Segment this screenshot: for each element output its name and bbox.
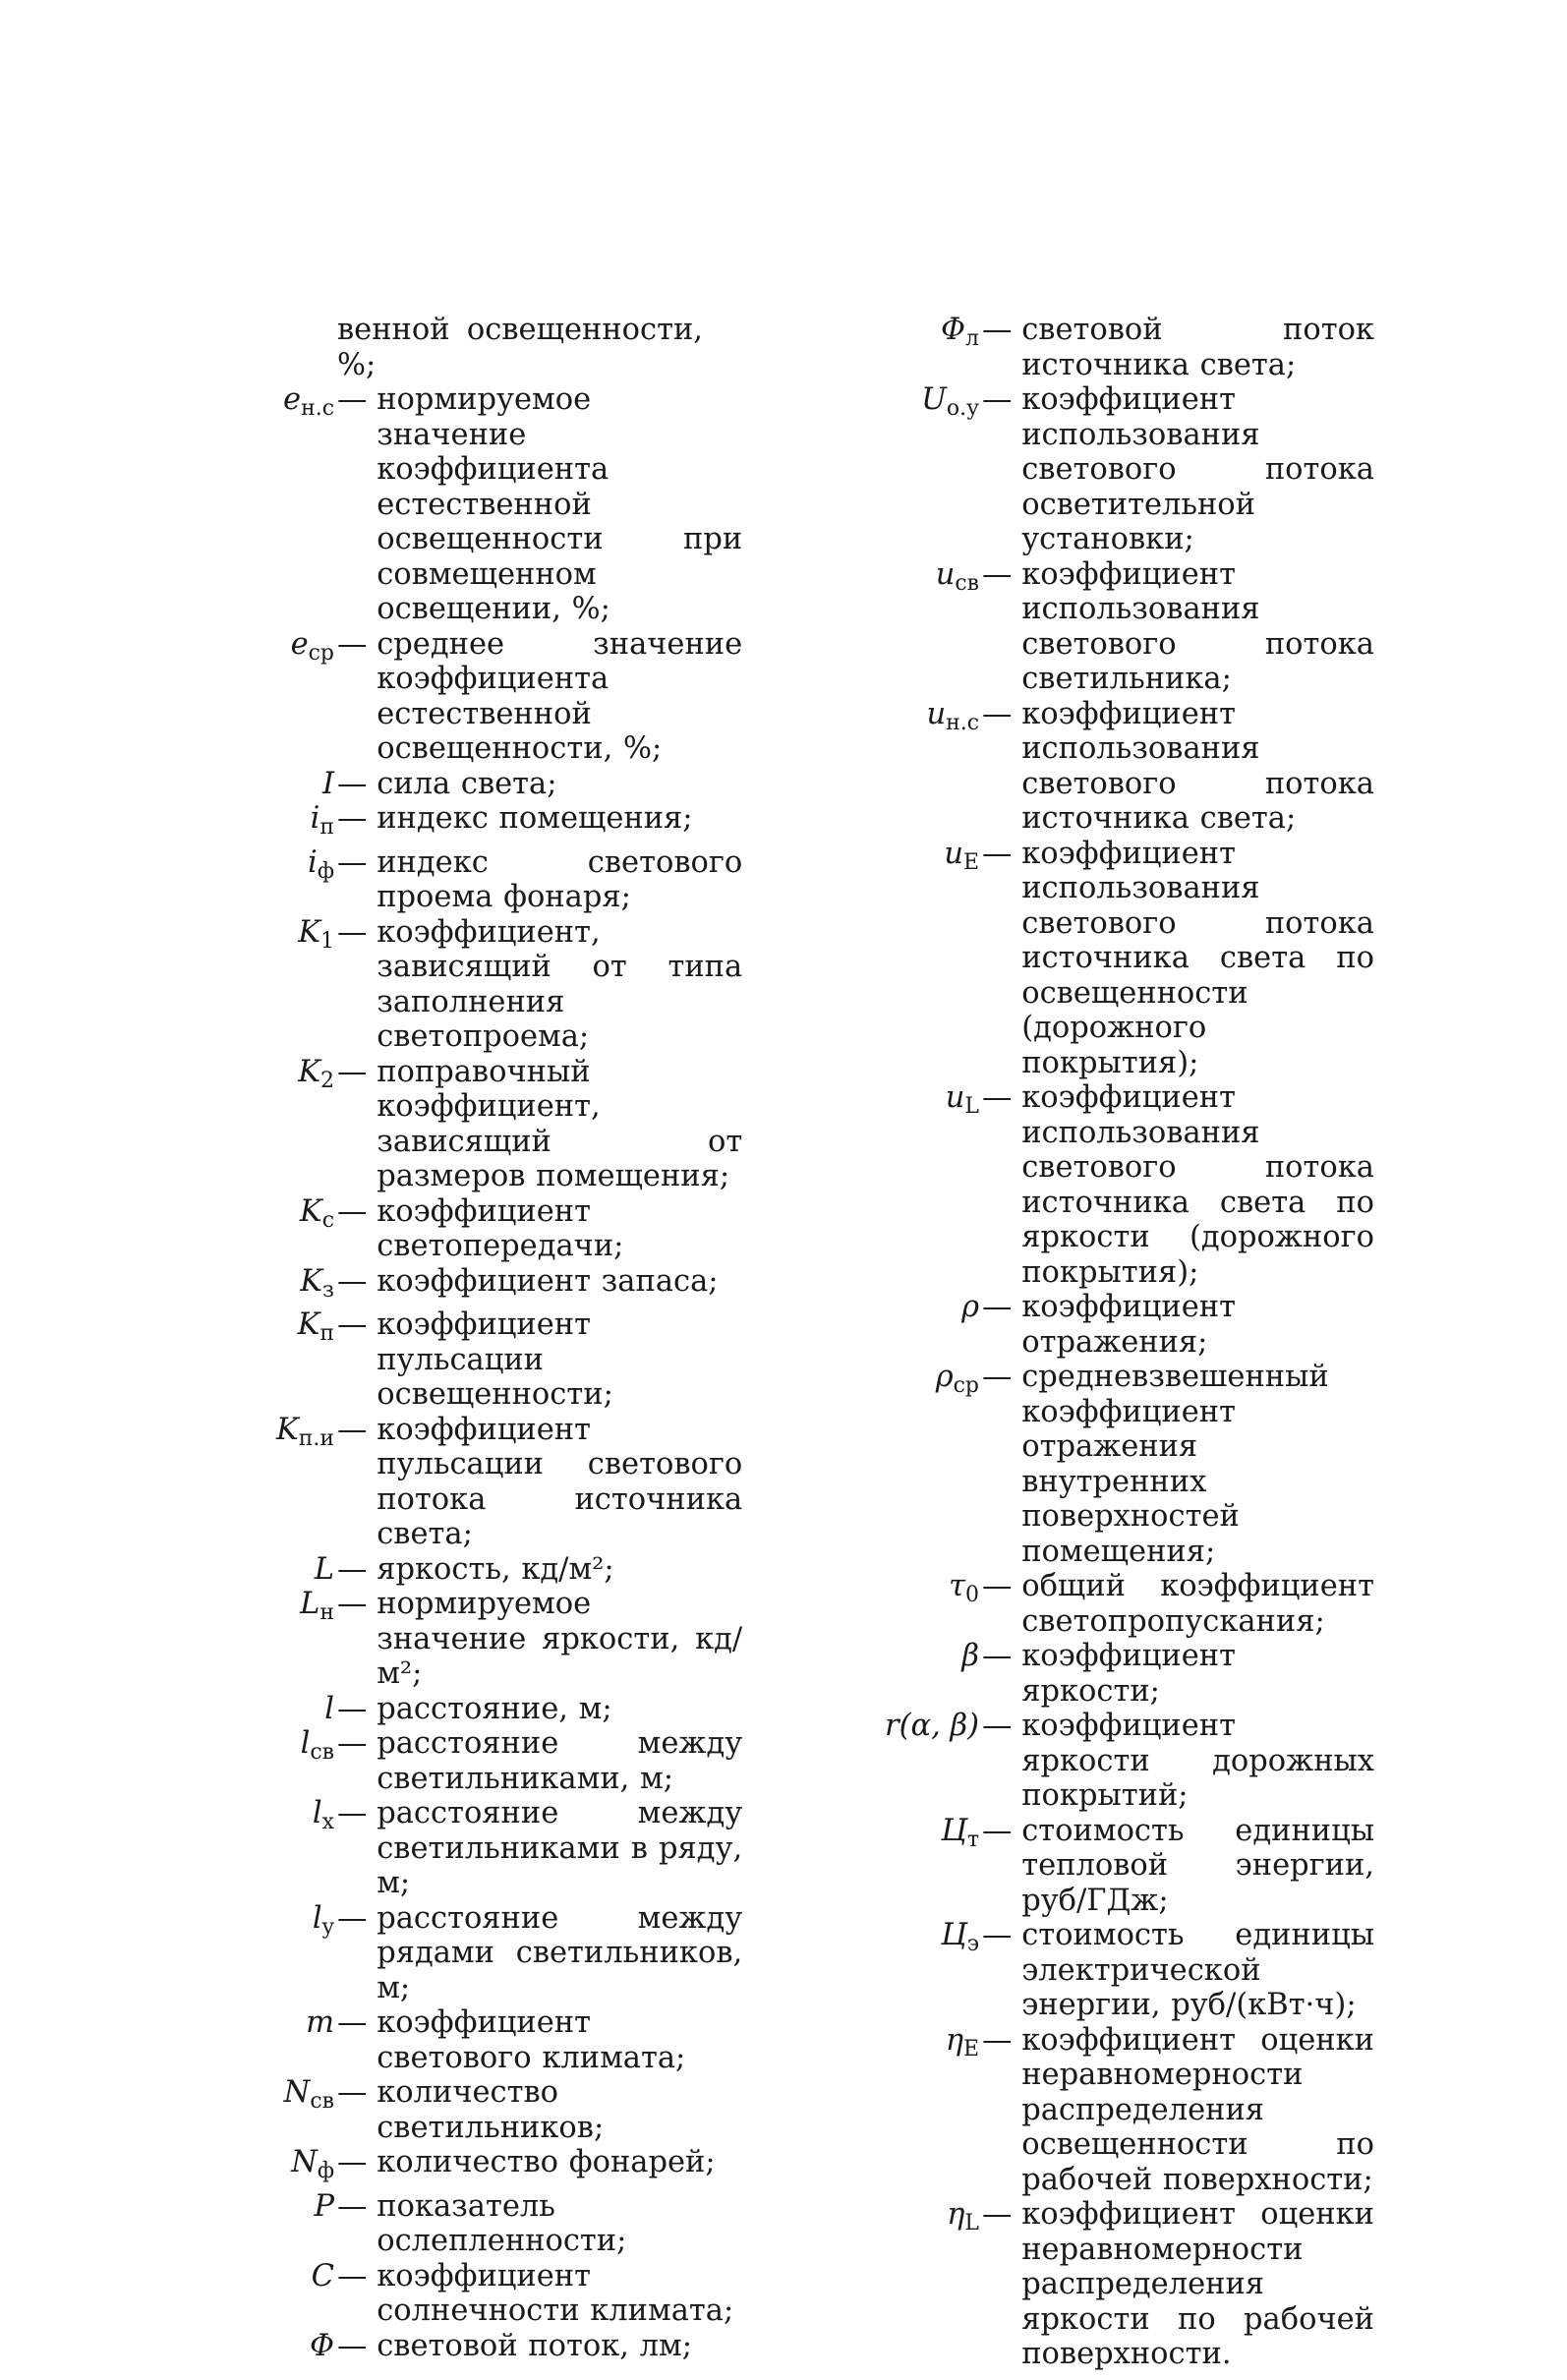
definition-text: стоимость единицы тепловой энергии, руб/ГДж; xyxy=(1021,1813,1374,1918)
symbol-main: l xyxy=(312,1796,322,1831)
symbol-main: N xyxy=(291,2145,318,2180)
symbol xyxy=(824,2023,982,2067)
symbol-main: τ xyxy=(949,1569,966,1603)
em-dash: — xyxy=(982,1360,1022,1394)
right-glossary-entry xyxy=(824,1709,1374,1814)
em-dash: — xyxy=(982,2022,1022,2058)
definition-text: коэффициент яркости; xyxy=(1021,1639,1236,1709)
symbol-subscript: ср xyxy=(953,1373,979,1399)
symbol xyxy=(824,557,982,602)
left-glossary-entry xyxy=(197,1194,747,1264)
symbol xyxy=(197,2329,337,2364)
definition-text: расстояние, м; xyxy=(377,1691,612,1726)
symbol xyxy=(197,1194,337,1239)
symbol xyxy=(824,382,982,427)
symbol xyxy=(824,1814,982,1858)
symbol-main: e xyxy=(290,626,309,662)
symbol-main: u xyxy=(944,836,963,871)
symbol-main: Φ xyxy=(941,313,966,347)
symbol-subscript: п.и xyxy=(298,1425,334,1451)
right-glossary-entry xyxy=(824,557,1374,697)
left-glossary-entry xyxy=(197,845,747,915)
right-glossary-entry xyxy=(824,313,1374,382)
definition-text: коэффициент использования светового потока осветительной установки; xyxy=(1021,382,1374,556)
definition-text: сила света; xyxy=(377,766,557,801)
symbol-main: l xyxy=(300,1726,311,1762)
right-glossary-entry xyxy=(824,697,1374,837)
symbol-main: I xyxy=(321,766,334,801)
symbol-subscript: 2 xyxy=(320,1068,334,1093)
em-dash: — xyxy=(337,1551,377,1587)
right-glossary-entry xyxy=(824,1814,1374,1919)
em-dash: — xyxy=(337,1726,377,1762)
symbol xyxy=(197,1055,337,1099)
left-glossary-entry xyxy=(197,2005,747,2075)
symbol-main: K xyxy=(297,1307,320,1343)
symbol-subscript: 0 xyxy=(965,1583,979,1608)
symbol-subscript: L xyxy=(964,2211,979,2236)
symbol-main: u xyxy=(935,556,956,592)
definition-text: коэффициент пульсации светового потока источника света; xyxy=(377,1412,743,1552)
definition-text: коэффициент использования светового потока источника света; xyxy=(1021,696,1374,836)
symbol xyxy=(824,1080,982,1125)
symbol xyxy=(197,382,337,427)
em-dash: — xyxy=(337,1307,377,1343)
symbol-subscript: 1 xyxy=(320,928,334,954)
symbol-subscript: y xyxy=(321,1914,334,1940)
definition-text: коэффициент оценки неравномерности распределения освещенности по рабочей поверхности; xyxy=(1021,2022,1374,2197)
left-column xyxy=(197,313,747,2363)
symbol-main: i xyxy=(308,844,318,880)
em-dash: — xyxy=(337,382,377,417)
symbol-main: e xyxy=(283,382,302,417)
em-dash: — xyxy=(337,801,377,836)
symbol-main: Ц xyxy=(941,1813,967,1848)
symbol-main: N xyxy=(283,2075,311,2111)
em-dash: — xyxy=(337,1054,377,1089)
symbol-subscript: св xyxy=(310,2089,334,2115)
symbol-subscript: п xyxy=(319,1321,334,1347)
symbol-main: η xyxy=(945,2022,963,2058)
symbol-main: ρ xyxy=(961,1290,979,1324)
symbol-main: K xyxy=(275,1412,299,1447)
right-glossary-entry xyxy=(824,2023,1374,2198)
right-glossary-entry xyxy=(824,2197,1374,2372)
left-glossary-entry xyxy=(197,1692,747,1727)
definition-text: коэффициент оценки неравномерности распределения яркости по рабочей поверхности. xyxy=(1021,2197,1374,2371)
symbol-main: Φ xyxy=(309,2328,334,2363)
left-glossary-entry xyxy=(197,1055,747,1194)
definition-text: яркость, кд/м²; xyxy=(377,1551,614,1587)
symbol-main: u xyxy=(945,1080,965,1115)
symbol xyxy=(197,801,337,845)
definition-text: показатель ослепленности; xyxy=(377,2188,627,2259)
symbol xyxy=(197,1796,337,1840)
em-dash: — xyxy=(982,1080,1022,1115)
symbol-main: C xyxy=(311,2258,334,2293)
symbol-main: l xyxy=(324,1691,334,1726)
em-dash: — xyxy=(337,2328,377,2363)
symbol xyxy=(824,2197,982,2241)
symbol-subscript: св xyxy=(955,570,979,596)
em-dash: — xyxy=(337,1900,377,1936)
left-glossary-entry xyxy=(197,1587,747,1692)
definition-text: общий коэффициент светопропускания; xyxy=(1021,1569,1374,1639)
definition-text: средневзвешенный коэффициент отражения внутренних поверхностей помещения; xyxy=(1021,1360,1329,1569)
symbol-main: m xyxy=(306,2005,334,2041)
em-dash: — xyxy=(337,1691,377,1726)
right-column xyxy=(824,313,1374,2372)
symbol xyxy=(824,697,982,741)
symbol-subscript: с xyxy=(321,1207,334,1233)
symbol-subscript: н xyxy=(319,1600,334,1626)
em-dash: — xyxy=(337,1796,377,1831)
em-dash: — xyxy=(337,2258,377,2293)
symbol xyxy=(197,845,337,890)
symbol-subscript: э xyxy=(966,1932,979,1957)
symbol-main: l xyxy=(312,1900,322,1936)
em-dash: — xyxy=(982,1569,1022,1603)
em-dash: — xyxy=(982,1918,1022,1952)
right-glossary-entry xyxy=(824,1918,1374,2023)
symbol-subscript: ф xyxy=(317,2159,334,2184)
em-dash: — xyxy=(982,2197,1022,2232)
symbol-main: K xyxy=(300,1263,323,1299)
symbol-main: U xyxy=(921,382,947,417)
definition-text: коэффициент яркости дорожных покрытий; xyxy=(1021,1709,1374,1813)
em-dash: — xyxy=(337,2188,377,2224)
symbol xyxy=(197,1413,337,1457)
definition-text: коэффициент использования светового потока источника света по освещенности (дорожного покрытия); xyxy=(1021,836,1374,1080)
symbol xyxy=(197,767,337,802)
definition-text: коэффициент светопередачи; xyxy=(377,1193,624,1264)
em-dash: — xyxy=(982,696,1022,731)
symbol-subscript: н.с xyxy=(946,710,979,735)
right-glossary-entry xyxy=(824,1639,1374,1709)
symbol-main: η xyxy=(947,2197,965,2232)
em-dash: — xyxy=(982,556,1022,592)
left-glossary-entry xyxy=(197,1901,747,2006)
symbol-main: K xyxy=(298,914,321,950)
symbol-main: β xyxy=(961,1639,979,1673)
symbol xyxy=(824,313,982,357)
symbol xyxy=(197,1552,337,1588)
symbol-main: Ц xyxy=(941,1918,967,1952)
symbol-subscript: з xyxy=(322,1277,334,1303)
left-glossary-entry xyxy=(197,801,747,845)
symbol-subscript: ф xyxy=(317,858,334,884)
symbol xyxy=(197,1307,337,1352)
right-glossary-entry xyxy=(824,382,1374,557)
definition-text: количество светильников; xyxy=(377,2075,605,2145)
em-dash: — xyxy=(337,844,377,880)
em-dash: — xyxy=(337,1193,377,1229)
em-dash: — xyxy=(337,2145,377,2180)
symbol xyxy=(197,2075,337,2119)
definition-text: расстояние между рядами светильников, м; xyxy=(377,1900,743,2005)
symbol-subscript: т xyxy=(966,1827,979,1852)
em-dash: — xyxy=(982,1639,1022,1673)
symbol-subscript: п xyxy=(319,815,334,841)
symbol xyxy=(197,915,337,959)
symbol xyxy=(197,1692,337,1727)
left-glossary-entry xyxy=(197,1413,747,1552)
symbol xyxy=(197,2145,337,2189)
em-dash: — xyxy=(337,914,377,950)
left-glossary-entry xyxy=(197,382,747,627)
symbol xyxy=(197,2259,337,2294)
left-glossary-entry xyxy=(197,627,747,767)
definition-text: поправочный коэффициент, зависящий от размеров помещения; xyxy=(377,1054,743,1194)
definition-text: венной освещенности, %; xyxy=(337,313,703,382)
em-dash: — xyxy=(337,1263,377,1299)
symbol-main: u xyxy=(926,696,947,731)
symbol-subscript: E xyxy=(962,849,979,875)
left-glossary-entry xyxy=(197,2329,747,2364)
left-glossary-entry xyxy=(197,2145,747,2189)
symbol-main: L xyxy=(314,1551,334,1587)
definition-text: индекс светового проема фонаря; xyxy=(377,844,743,915)
right-glossary-entry xyxy=(824,1290,1374,1360)
symbol-subscript: ср xyxy=(308,640,334,666)
symbol xyxy=(197,627,337,671)
em-dash: — xyxy=(982,1709,1022,1743)
definition-text: нормируемое значение коэффициента естественной освещенности при совмещенном освещении, %; xyxy=(377,382,743,626)
em-dash: — xyxy=(982,382,1022,417)
em-dash: — xyxy=(337,1587,377,1622)
symbol xyxy=(824,1709,982,1744)
symbol xyxy=(197,1901,337,1945)
left-glossary-entry xyxy=(197,915,747,1055)
left-glossary-entry xyxy=(197,2189,747,2259)
definition-text: индекс помещения; xyxy=(377,801,693,836)
definition-text: коэффициент пульсации освещенности; xyxy=(377,1307,613,1413)
em-dash: — xyxy=(982,1813,1022,1848)
symbol-main: i xyxy=(310,801,320,836)
left-glossary-entry xyxy=(197,1796,747,1901)
right-glossary-entry xyxy=(824,1569,1374,1639)
definition-text: коэффициент солнечности климата; xyxy=(377,2258,734,2329)
symbol-main: L xyxy=(300,1587,320,1622)
left-glossary-entry xyxy=(197,1264,747,1308)
symbol-main: ρ xyxy=(935,1360,954,1394)
em-dash: — xyxy=(337,626,377,662)
definition-text: коэффициент отражения; xyxy=(1021,1290,1236,1360)
symbol xyxy=(197,2189,337,2225)
left-glossary-entry xyxy=(197,1726,747,1796)
symbol xyxy=(197,1264,337,1308)
definition-text: количество фонарей; xyxy=(377,2145,716,2180)
definition-text: расстояние между светильниками в ряду, м; xyxy=(377,1796,743,1901)
definition-text: коэффициент использования светового потока источника света по яркости (дорожного покрытия); xyxy=(1021,1080,1374,1290)
definition-text: коэффициент использования светового потока светильника; xyxy=(1021,556,1374,696)
definition-text: среднее значение коэффициента естественной освещенности, %; xyxy=(377,626,743,766)
symbol-subscript: св xyxy=(310,1740,334,1766)
left-glossary-entry xyxy=(197,2075,747,2145)
symbol-subscript: л xyxy=(965,326,979,352)
em-dash: — xyxy=(982,1290,1022,1324)
symbol xyxy=(197,1726,337,1770)
right-glossary-entry xyxy=(824,1080,1374,1290)
symbol-main: P xyxy=(314,2188,334,2224)
symbol xyxy=(197,2005,337,2041)
right-glossary-entry xyxy=(824,837,1374,1081)
symbol xyxy=(824,1918,982,1962)
symbol xyxy=(824,837,982,881)
left-glossary-entry xyxy=(197,1552,747,1588)
symbol xyxy=(197,1587,337,1631)
em-dash: — xyxy=(982,836,1022,871)
definition-text: расстояние между светильниками, м; xyxy=(377,1726,743,1796)
em-dash: — xyxy=(337,2005,377,2041)
left-glossary-entry xyxy=(197,767,747,802)
symbol-main: K xyxy=(299,1193,322,1229)
definition-text: световой поток источника света; xyxy=(1021,313,1374,382)
symbol-subscript: E xyxy=(962,2036,979,2061)
right-glossary-entry xyxy=(824,1360,1374,1569)
definition-text: световой поток, лм; xyxy=(377,2328,693,2363)
symbol-subscript: x xyxy=(321,1810,334,1835)
definition-text: коэффициент запаса; xyxy=(377,1263,719,1299)
definition-text: коэффициент, зависящий от типа заполнения светопроема; xyxy=(377,914,743,1055)
definition-text: нормируемое значение яркости, кд/м²; xyxy=(377,1587,743,1692)
em-dash: — xyxy=(337,766,377,801)
symbol xyxy=(824,1360,982,1404)
symbol-main: r(α, β) xyxy=(885,1709,979,1743)
left-glossary-entry xyxy=(197,1307,747,1413)
symbol-main: K xyxy=(298,1054,321,1089)
symbol-subscript: L xyxy=(964,1094,979,1120)
em-dash: — xyxy=(337,2075,377,2111)
left-glossary-entry xyxy=(197,313,747,382)
symbol xyxy=(824,1290,982,1325)
symbol-subscript: н.с xyxy=(301,396,334,422)
em-dash: — xyxy=(982,313,1022,347)
left-glossary-entry xyxy=(197,2259,747,2329)
definition-text: стоимость единицы электрической энергии, руб/(кВт·ч); xyxy=(1021,1918,1374,2022)
definition-text: коэффициент светового климата; xyxy=(377,2005,686,2075)
symbol xyxy=(824,1639,982,1674)
symbol-subscript: о.у xyxy=(946,396,979,422)
symbol xyxy=(824,1569,982,1613)
em-dash: — xyxy=(337,1412,377,1447)
